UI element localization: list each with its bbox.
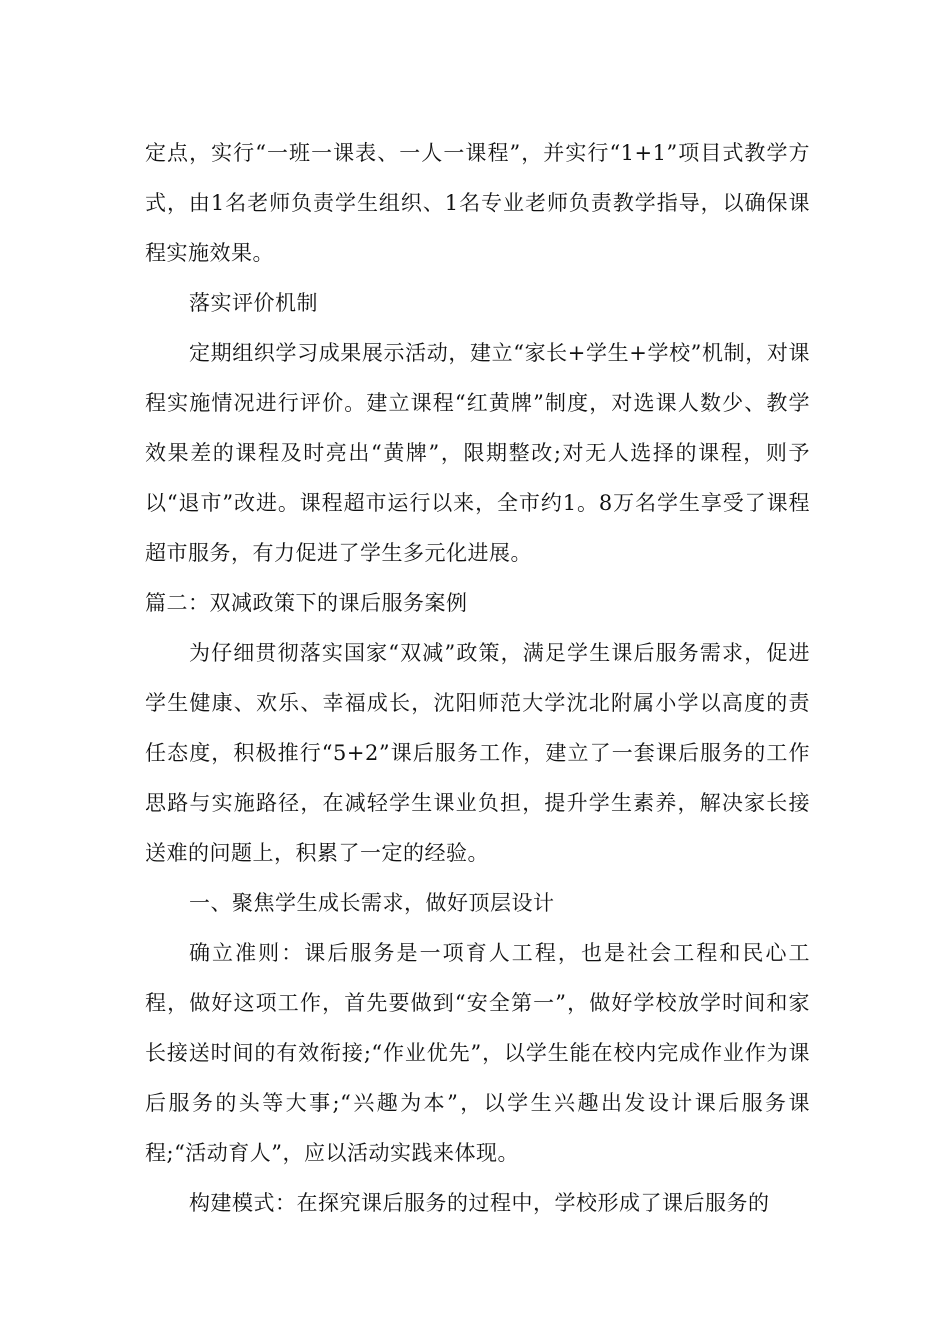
continuation-paragraph: 定点，实行“一班一课表、一人一课程”，并实行“1+1”项目式教学方式，由1名老师负责学生组织、1名专业老师负责教学指导，以确保课程实施效果。 [145,141,810,265]
document-body [145,128,810,1228]
evaluation-paragraph: 定期组织学习成果展示活动，建立“家长+学生+学校”机制，对课程实施情况进行评价。建立课程“红黄牌”制度，对选课人数少、教学效果差的课程及时亮出“黄牌”，限期整改;对无人选择的课程，则予以“退市”改进。课程超市运行以来，全市约1。8万名学生享受了课程超市服务，有力促进了学生多元化进展。 [145,341,810,565]
heading-one: 一、聚焦学生成长需求，做好顶层设计 [189,891,555,915]
intro-paragraph: 为仔细贯彻落实国家“双减”政策，满足学生课后服务需求，促进学生健康、欢乐、幸福成长，沈阳师范大学沈北附属小学以高度的责任态度，积极推行“5+2”课后服务工作，建立了一套课后服务的工作思路与实施路径，在减轻学生课业负担，提升学生素养，解决家长接送难的问题上，积累了一定的经验。 [145,641,810,865]
section-two-title: 篇二：双减政策下的课后服务案例 [145,591,468,615]
evaluation-heading: 落实评价机制 [189,291,318,315]
model-paragraph: 构建模式：在探究课后服务的过程中，学校形成了课后服务的 [189,1191,770,1215]
principles-paragraph: 确立准则：课后服务是一项育人工程，也是社会工程和民心工程，做好这项工作，首先要做到“安全第一”，做好学校放学时间和家长接送时间的有效衔接;“作业优先”，以学生能在校内完成作业作为课后服务的头等大事;“兴趣为本”，以学生兴趣出发设计课后服务课程;“活动育人”，应以活动实践来体现。 [145,941,810,1165]
